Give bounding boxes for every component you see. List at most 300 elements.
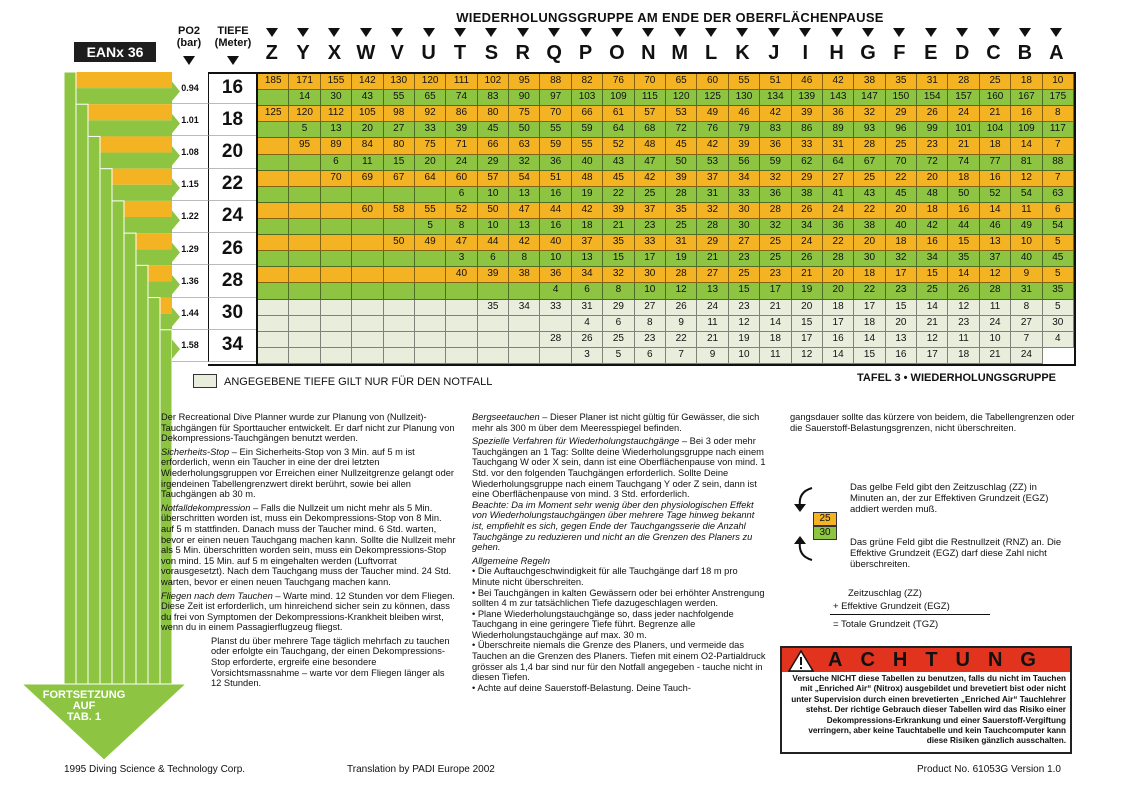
green-cell: 23 — [886, 283, 917, 299]
green-cell: 20 — [415, 155, 446, 171]
yellow-cell: 9 — [1011, 267, 1042, 283]
green-cell: 16 — [886, 348, 917, 364]
yellow-cell — [258, 235, 289, 251]
green-cell: 6 — [603, 316, 634, 332]
yellow-cell: 64 — [415, 171, 446, 187]
yellow-cell: 102 — [478, 74, 509, 90]
group-letter-text: J — [768, 42, 780, 64]
yellow-cell: 25 — [886, 138, 917, 154]
yellow-cell: 39 — [792, 106, 823, 122]
green-cell: 38 — [792, 187, 823, 203]
yellow-cell: 95 — [289, 138, 320, 154]
green-cell — [289, 155, 320, 171]
green-cell: 59 — [572, 122, 603, 138]
green-cell: 4 — [572, 316, 603, 332]
green-cell: 27 — [384, 122, 415, 138]
yellow-cell — [258, 203, 289, 219]
yellow-cell: 25 — [980, 74, 1011, 90]
green-cell: 74 — [446, 90, 477, 106]
yellow-cell: 171 — [289, 74, 320, 90]
green-cell: 22 — [603, 187, 634, 203]
yellow-cell: 24 — [792, 235, 823, 251]
yellow-cell: 10 — [980, 332, 1011, 348]
po2-down-arrow-icon — [183, 56, 195, 65]
yellow-cell: 25 — [760, 235, 791, 251]
yellow-cell: 11 — [1011, 203, 1042, 219]
green-cell: 46 — [980, 219, 1011, 235]
yellow-cell: 98 — [384, 106, 415, 122]
green-cell: 19 — [666, 251, 697, 267]
heading: Allgemeine Regeln — [472, 555, 551, 566]
fortsetzung-line3: TAB. 1 — [66, 711, 102, 723]
yellow-cell: 46 — [729, 106, 760, 122]
green-cell — [509, 283, 540, 299]
green-cell — [446, 316, 477, 332]
paragraph: Planst du über mehrere Tage täglich mehrfach zu tauchen oder erfolgte ein Tauchgang, der einen Dekompressions-Stop erforderte, ergreife eine besondere Vorsichtsmassnahme – warte vor dem Fliegen länger als 12 Stunden. — [211, 635, 450, 689]
green-cell — [384, 219, 415, 235]
yellow-cell: 39 — [478, 267, 509, 283]
yellow-cell: 57 — [635, 106, 666, 122]
yellow-cell: 26 — [572, 332, 603, 348]
paragraph — [161, 503, 457, 588]
green-cell: 24 — [980, 316, 1011, 332]
yellow-cell: 10 — [1043, 74, 1074, 90]
green-cell — [415, 283, 446, 299]
group-letter-text: X — [327, 42, 342, 64]
yellow-cell — [415, 332, 446, 348]
green-cell: 48 — [917, 187, 948, 203]
green-cell: 134 — [760, 90, 791, 106]
green-cell: 54 — [1011, 187, 1042, 203]
group-letter-text: R — [515, 42, 530, 64]
yellow-cell: 32 — [697, 203, 728, 219]
green-cell: 88 — [1043, 155, 1074, 171]
po2-value: 1.29 — [172, 233, 208, 265]
down-arrow-icon — [611, 28, 623, 37]
green-cell: 63 — [1043, 187, 1074, 203]
yellow-cell: 42 — [509, 235, 540, 251]
yellow-cell: 75 — [509, 106, 540, 122]
green-cell: 3 — [572, 348, 603, 364]
green-cell: 25 — [666, 219, 697, 235]
green-cell: 17 — [917, 348, 948, 364]
green-cell: 14 — [823, 348, 854, 364]
yellow-cell: 142 — [352, 74, 383, 90]
po2-header — [172, 25, 206, 49]
yellow-cell: 51 — [540, 171, 571, 187]
yellow-cell: 24 — [948, 106, 979, 122]
green-cell — [321, 316, 352, 332]
yellow-cell: 24 — [823, 203, 854, 219]
yellow-cell — [321, 267, 352, 283]
yellow-cell: 71 — [446, 138, 477, 154]
yellow-cell: 25 — [854, 171, 885, 187]
green-cell: 175 — [1043, 90, 1074, 106]
yellow-cell — [321, 300, 352, 316]
green-cell: 72 — [666, 122, 697, 138]
green-cell — [258, 316, 289, 332]
yellow-cell: 69 — [352, 171, 383, 187]
yellow-cell: 18 — [980, 138, 1011, 154]
yellow-field-explanation: Das gelbe Feld gibt den Zeitzuschlag (ZZ) in Minuten an, der zur Effektiven Grundzeit (EGZ) addiert werden muß. — [850, 482, 1049, 515]
green-cell: 36 — [823, 219, 854, 235]
yellow-cell: 35 — [603, 235, 634, 251]
yellow-cell: 51 — [760, 74, 791, 90]
group-letter-text: P — [578, 42, 593, 64]
group-letter-text: L — [704, 42, 718, 64]
green-cell — [384, 348, 415, 364]
yellow-cell: 21 — [760, 300, 791, 316]
yellow-cell: 14 — [980, 203, 1011, 219]
yellow-cell: 28 — [540, 332, 571, 348]
yellow-cell: 84 — [352, 138, 383, 154]
yellow-cell: 70 — [540, 106, 571, 122]
green-cell: 25 — [917, 283, 948, 299]
yellow-cell: 49 — [415, 235, 446, 251]
depth-value: 28 — [208, 265, 256, 297]
yellow-cell: 27 — [729, 235, 760, 251]
green-cell: 14 — [760, 316, 791, 332]
yellow-cell: 28 — [854, 138, 885, 154]
yellow-cell: 31 — [917, 74, 948, 90]
green-cell: 74 — [948, 155, 979, 171]
group-letter-text: U — [421, 42, 436, 64]
yellow-cell: 7 — [1011, 332, 1042, 348]
green-cell: 13 — [572, 251, 603, 267]
green-cell: 109 — [1011, 122, 1042, 138]
achtung-title: ACHTUNG — [782, 648, 1070, 672]
yellow-cell: 14 — [1011, 138, 1042, 154]
depth-column — [208, 72, 256, 366]
yellow-cell: 31 — [666, 235, 697, 251]
green-cell: 41 — [823, 187, 854, 203]
yellow-cell — [384, 332, 415, 348]
po2-header-text: PO2 (bar) — [176, 25, 202, 49]
rule-item: • Bei Tauchgängen in kalten Gewässern oder bei erhöhter Anstrengung sollten 4 m zur tatsächlichen Tiefe dazugeschlagen werden. — [472, 587, 765, 609]
yellow-cell — [415, 300, 446, 316]
green-cell: 42 — [917, 219, 948, 235]
yellow-cell — [289, 235, 320, 251]
text-column-1 — [161, 412, 457, 692]
green-cell — [478, 316, 509, 332]
group-letter-text: N — [641, 42, 656, 64]
yellow-cell: 63 — [509, 138, 540, 154]
yellow-cell: 17 — [854, 300, 885, 316]
yellow-cell — [289, 332, 320, 348]
yellow-cell: 23 — [635, 332, 666, 348]
yellow-cell: 111 — [446, 74, 477, 90]
body: – Bei 3 oder mehr Tauchgängen an 1 Tag: Sollte deine Wiederholungsgruppe nach einem Tauchgang W oder X sein, dann ist eine Oberflächenpause von mind. 1 Std. vor den folgenden Tauchgängen erforderlich. Sollte Deine Wiederholungsgruppe nach einem Tauchgang Y oder Z sein, dann ist eine Oberflächenpause von mind. 3 Std. erforderlich. — [472, 436, 766, 500]
yellow-cell: 12 — [948, 300, 979, 316]
yellow-cell: 155 — [321, 74, 352, 90]
green-cell — [352, 348, 383, 364]
group-letter-text: C — [986, 42, 1001, 64]
rule-item: • Überschreite niemals die Grenze des Planers, und vermeide das Tauchen an die Grenzen des Planers. Tiefen mit einem O2-Partialdruck grösser als 1,4 bar sind nur für den Notfall angegeben - tauche nicht in diesen Tiefen. — [472, 640, 766, 683]
yellow-cell: 28 — [666, 267, 697, 283]
yellow-cell: 48 — [635, 138, 666, 154]
green-cell: 16 — [540, 187, 571, 203]
group-letter-header — [256, 24, 1072, 74]
green-cell: 83 — [760, 122, 791, 138]
down-arrow-icon — [360, 28, 372, 37]
green-cell — [321, 219, 352, 235]
yellow-cell: 88 — [540, 74, 571, 90]
green-cell: 23 — [948, 316, 979, 332]
yellow-cell: 26 — [917, 106, 948, 122]
green-cell: 49 — [1011, 219, 1042, 235]
yellow-cell: 60 — [352, 203, 383, 219]
yellow-cell — [258, 267, 289, 283]
depth-value: 20 — [208, 136, 256, 168]
green-cell: 109 — [603, 90, 634, 106]
down-arrow-icon — [799, 28, 811, 37]
fortsetzung-line1: FORTSETZUNG — [42, 689, 126, 701]
green-cell — [289, 316, 320, 332]
green-cell: 6 — [321, 155, 352, 171]
green-cell: 24 — [1011, 348, 1042, 364]
green-cell: 27 — [1011, 316, 1042, 332]
yellow-cell: 52 — [446, 203, 477, 219]
achtung-text: Versuche NICHT diese Tabellen zu benutzen, falls du nicht im Tauchen mit „Enriched Air“ (Nitrox) ausgebildet und brevetiert bist oder nicht unter Supervision durch einen brevetierten „Enriched Air“ Tauchlehrer stehst. Der richtige Gebrauch dieser Tabellen wird das Risiko einer Dekompressions-Erkrankung und einer Sauerstoff-Vergiftung verringern, aber keine Tauchtabelle und kein Tauchcomputer kann diese Risiken gänzlich ausschalten. — [791, 674, 1066, 746]
green-cell: 70 — [886, 155, 917, 171]
green-cell: 6 — [478, 251, 509, 267]
green-cell: 157 — [948, 90, 979, 106]
yellow-cell: 125 — [258, 106, 289, 122]
yellow-cell: 59 — [540, 138, 571, 154]
green-cell — [289, 219, 320, 235]
yellow-cell: 36 — [540, 267, 571, 283]
green-cell: 33 — [729, 187, 760, 203]
green-cell: 36 — [540, 155, 571, 171]
down-arrow-icon — [580, 28, 592, 37]
yellow-cell: 58 — [384, 203, 415, 219]
green-cell: 50 — [666, 155, 697, 171]
yellow-cell: 20 — [886, 203, 917, 219]
green-cell — [509, 348, 540, 364]
green-cell: 17 — [823, 316, 854, 332]
green-cell — [321, 251, 352, 267]
yellow-cell: 13 — [886, 332, 917, 348]
yellow-cell — [352, 300, 383, 316]
group-letter-text: H — [829, 42, 844, 64]
yellow-cell: 38 — [509, 267, 540, 283]
down-arrow-icon — [642, 28, 654, 37]
yellow-cell — [478, 332, 509, 348]
yellow-cell: 37 — [697, 171, 728, 187]
green-cell: 22 — [854, 283, 885, 299]
down-arrow-icon — [1050, 28, 1062, 37]
green-cell — [352, 316, 383, 332]
paragraph: Beachte: Da im Moment sehr wenig über den physiologischen Effekt von Wiederholungstauchgängen über mehrere Tage hinweg bekannt ist, empfiehlt es sich, gegen Ende der Tauchgangsserie die Anzahl Tauchgänge zu reduzieren und nicht an die Grenzen des Planers zu gehen. — [472, 499, 755, 553]
group-letter-text: S — [484, 42, 499, 64]
yellow-cell: 49 — [697, 106, 728, 122]
green-cell: 167 — [1011, 90, 1042, 106]
green-cell: 6 — [446, 187, 477, 203]
yellow-cell: 46 — [792, 74, 823, 90]
yellow-cell: 32 — [603, 267, 634, 283]
fortsetzung-line2: AUF — [72, 700, 96, 712]
green-cell: 8 — [603, 283, 634, 299]
rule-item: • Plane Wiederholungstauchgänge so, dass jeder nachfolgende Tauchgang in eine geringere Tiefe führt. Begrenze alle Wiederholungstauchgänge auf max. 30 m. — [472, 608, 734, 640]
green-cell — [258, 90, 289, 106]
yellow-cell — [289, 171, 320, 187]
green-cell: 14 — [289, 90, 320, 106]
green-cell — [415, 316, 446, 332]
down-arrow-icon — [956, 28, 968, 37]
green-cell: 50 — [948, 187, 979, 203]
yellow-cell: 36 — [823, 106, 854, 122]
yellow-cell — [321, 332, 352, 348]
green-cell: 83 — [478, 90, 509, 106]
down-arrow-icon — [988, 28, 1000, 37]
yellow-cell: 22 — [823, 235, 854, 251]
yellow-cell: 13 — [980, 235, 1011, 251]
yellow-cell: 11 — [948, 332, 979, 348]
yellow-cell: 12 — [917, 332, 948, 348]
copyright-footer: 1995 Diving Science & Technology Corp. — [64, 764, 246, 775]
green-cell: 20 — [886, 316, 917, 332]
green-cell: 21 — [980, 348, 1011, 364]
yellow-cell: 27 — [823, 171, 854, 187]
yellow-cell: 20 — [823, 267, 854, 283]
green-cell: 130 — [729, 90, 760, 106]
green-cell — [321, 283, 352, 299]
group-letter-text: I — [802, 42, 808, 64]
yellow-cell: 23 — [729, 300, 760, 316]
down-arrow-icon — [705, 28, 717, 37]
yellow-cell — [384, 267, 415, 283]
green-cell: 10 — [478, 219, 509, 235]
formula-line-2: + Effektive Grundzeit (EGZ) — [833, 601, 950, 612]
green-cell: 5 — [603, 348, 634, 364]
green-cell: 76 — [697, 122, 728, 138]
paragraph — [161, 591, 457, 633]
green-cell: 99 — [917, 122, 948, 138]
green-cell: 11 — [697, 316, 728, 332]
rules-list — [472, 566, 768, 693]
green-cell — [289, 187, 320, 203]
green-cell: 40 — [886, 219, 917, 235]
green-cell: 18 — [948, 348, 979, 364]
green-cell: 30 — [321, 90, 352, 106]
green-cell: 16 — [540, 219, 571, 235]
group-letter-text: W — [356, 42, 376, 64]
achtung-warning-box — [780, 646, 1072, 754]
green-cell: 50 — [509, 122, 540, 138]
yellow-cell: 52 — [603, 138, 634, 154]
yellow-cell: 105 — [352, 106, 383, 122]
yellow-cell: 15 — [948, 235, 979, 251]
yellow-cell: 47 — [446, 235, 477, 251]
green-cell: 9 — [666, 316, 697, 332]
green-cell: 4 — [540, 283, 571, 299]
depth-value: 24 — [208, 201, 256, 233]
green-cell: 35 — [1043, 283, 1074, 299]
group-letter-text: B — [1017, 42, 1033, 64]
yellow-cell: 6 — [1043, 203, 1074, 219]
yellow-cell: 45 — [666, 138, 697, 154]
depth-value: 16 — [208, 72, 256, 104]
green-cell: 15 — [854, 348, 885, 364]
green-cell: 43 — [854, 187, 885, 203]
green-cell: 154 — [917, 90, 948, 106]
yellow-cell: 27 — [635, 300, 666, 316]
group-letter-text: Z — [265, 42, 278, 64]
yellow-cell: 39 — [729, 138, 760, 154]
green-cell: 23 — [729, 251, 760, 267]
green-cell: 55 — [384, 90, 415, 106]
yellow-cell: 5 — [1043, 267, 1074, 283]
green-cell: 23 — [635, 219, 666, 235]
po2-value: 1.58 — [172, 330, 208, 362]
green-field-explanation: Das grüne Feld gibt die Restnullzeit (RNZ) an. Die Effektive Grundzeit (EGZ) darf diese Zahl nicht überschreiten. — [850, 537, 1062, 570]
green-cell: 28 — [666, 187, 697, 203]
yellow-cell: 25 — [603, 332, 634, 348]
green-cell: 89 — [823, 122, 854, 138]
yellow-cell: 28 — [760, 203, 791, 219]
green-cell: 29 — [478, 155, 509, 171]
yellow-cell: 24 — [697, 300, 728, 316]
group-letter-text: G — [860, 42, 876, 64]
yellow-cell: 19 — [729, 332, 760, 348]
yellow-cell: 42 — [572, 203, 603, 219]
green-cell: 17 — [760, 283, 791, 299]
yellow-cell: 29 — [603, 300, 634, 316]
green-cell: 40 — [572, 155, 603, 171]
fortsetzung-label — [24, 690, 144, 723]
green-cell: 55 — [540, 122, 571, 138]
group-letter-text: D — [954, 42, 970, 64]
yellow-cell: 92 — [415, 106, 446, 122]
yellow-cell: 18 — [854, 267, 885, 283]
green-cell: 30 — [854, 251, 885, 267]
down-arrow-icon — [548, 28, 560, 37]
green-cell: 39 — [446, 122, 477, 138]
green-cell — [352, 187, 383, 203]
green-cell: 3 — [446, 251, 477, 267]
yellow-cell: 14 — [948, 267, 979, 283]
rule-item: • Achte auf deine Sauerstoff-Belastung. Deine Tauch- — [472, 682, 691, 693]
heading: Fliegen nach dem Tauchen — [161, 590, 273, 601]
po2-value: 1.01 — [172, 104, 208, 136]
green-cell: 72 — [917, 155, 948, 171]
green-cell: 12 — [729, 316, 760, 332]
green-cell: 7 — [666, 348, 697, 364]
yellow-cell — [321, 235, 352, 251]
group-letter-text: M — [671, 42, 689, 64]
green-cell: 10 — [635, 283, 666, 299]
yellow-cell: 65 — [666, 74, 697, 90]
body: – Dieser Planer ist nicht gültig für Gewässer, die sich mehr als 300 m über dem Meeresspiegel befinden. — [472, 412, 760, 433]
green-cell: 11 — [352, 155, 383, 171]
down-arrow-icon — [1019, 28, 1031, 37]
yellow-cell: 82 — [572, 74, 603, 90]
yellow-cell: 10 — [1011, 235, 1042, 251]
yellow-cell: 34 — [729, 171, 760, 187]
yellow-cell: 14 — [917, 300, 948, 316]
yellow-cell: 75 — [415, 138, 446, 154]
group-letter-text: A — [1049, 42, 1064, 64]
yellow-cell: 185 — [258, 74, 289, 90]
yellow-cell: 37 — [572, 235, 603, 251]
yellow-cell: 29 — [886, 106, 917, 122]
yellow-cell: 39 — [666, 171, 697, 187]
body: – Warte mind. 12 Stunden vor dem Fliegen. Diese Zeit ist erforderlich, um hinreichend sicher sein zu können, dass du frei von Symptomen der Dekompressions-Krankheit bleiben wirst, wenn du in einem Passagierflugzeug fliegst. — [161, 590, 455, 633]
green-cell — [258, 251, 289, 267]
yellow-cell: 23 — [917, 138, 948, 154]
green-cell: 56 — [729, 155, 760, 171]
yellow-cell — [321, 203, 352, 219]
